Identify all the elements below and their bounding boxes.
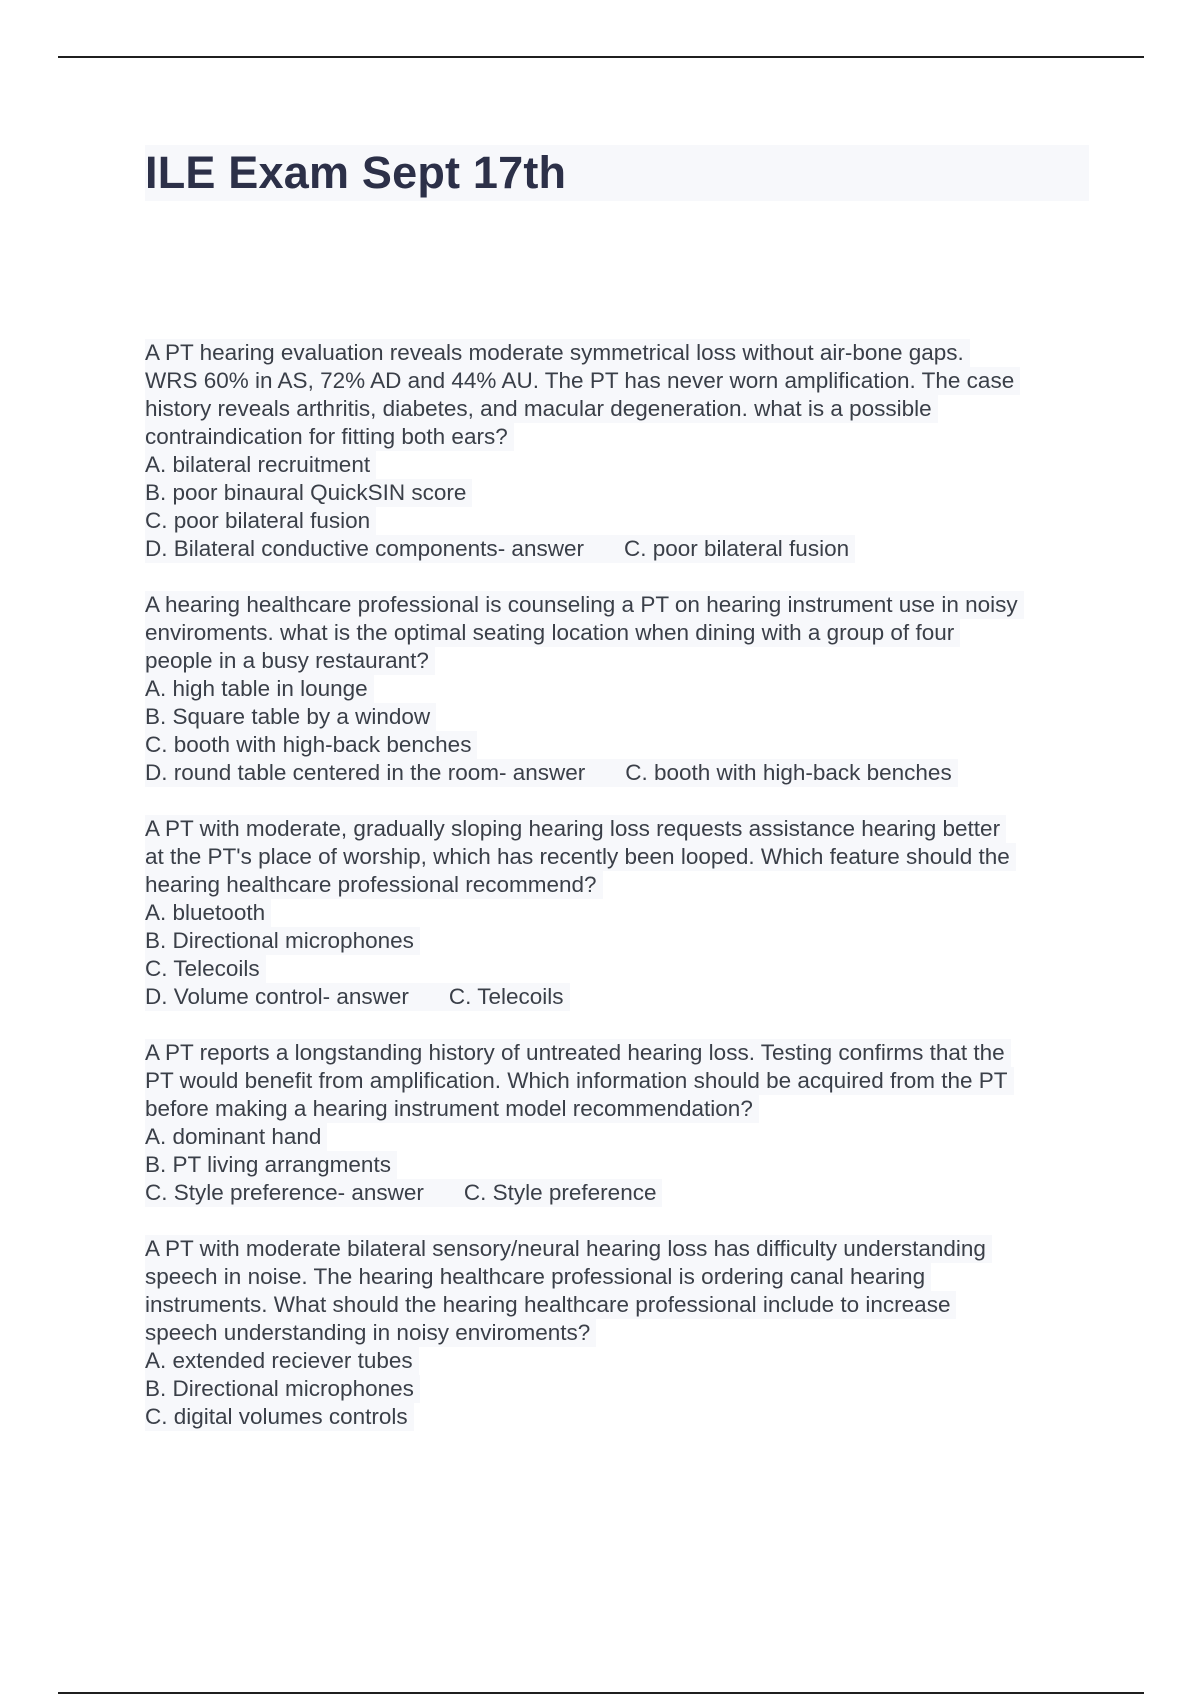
answer-option: C. poor bilateral fusion [145, 507, 376, 535]
answer-option: B. Directional microphones [145, 1375, 420, 1403]
last-option: D. Volume control [145, 984, 323, 1009]
answer-label: - answer [322, 984, 409, 1009]
last-option: D. round table centered in the room [145, 760, 499, 785]
answer-line [145, 1179, 662, 1207]
last-option: D. Bilateral conductive components [145, 536, 498, 561]
answer-option: A. high table in lounge [145, 675, 374, 703]
question-text-line: A PT with moderate bilateral sensory/neural hearing loss has difficulty understanding [145, 1235, 992, 1263]
answer-label: - answer [498, 760, 586, 785]
answer-option: A. bluetooth [145, 899, 271, 927]
answer-label: - answer [497, 536, 584, 561]
answer-option: C. digital volumes controls [145, 1403, 414, 1431]
top-rule [58, 56, 1144, 58]
correct-answer: C. Style preference [463, 1180, 657, 1205]
answer-option: C. Telecoils [145, 955, 266, 983]
question-text-line: speech understanding in noisy enviroments? [145, 1319, 596, 1347]
question-text-line: A PT with moderate, gradually sloping hearing loss requests assistance hearing better [145, 815, 1006, 843]
correct-answer: C. poor bilateral fusion [623, 536, 850, 561]
question-text-line: contraindication for fitting both ears? [145, 423, 514, 451]
question-text-line: history reveals arthritis, diabetes, and macular degeneration. what is a possible [145, 395, 938, 423]
question-text-line: speech in noise. The hearing healthcare professional is ordering canal hearing [145, 1263, 931, 1291]
question-block [145, 815, 1095, 1011]
answer-line [145, 983, 570, 1011]
question-text-line: at the PT's place of worship, which has recently been looped. Which feature should the [145, 843, 1016, 871]
answer-line [145, 535, 855, 563]
question-text-line: hearing healthcare professional recommend? [145, 871, 603, 899]
question-block [145, 1235, 1095, 1431]
question-block [145, 1039, 1095, 1207]
answer-option: B. Directional microphones [145, 927, 420, 955]
answer-option: B. PT living arrangments [145, 1151, 397, 1179]
last-option: C. Style preference [145, 1180, 338, 1205]
answer-option: A. dominant hand [145, 1123, 327, 1151]
question-text-line: A hearing healthcare professional is counseling a PT on hearing instrument use in noisy [145, 591, 1024, 619]
answer-option: B. Square table by a window [145, 703, 436, 731]
question-text-line: PT would benefit from amplification. Which information should be acquired from the PT [145, 1067, 1014, 1095]
question-text-line: enviroments. what is the optimal seating location when dining with a group of four [145, 619, 960, 647]
question-text-line: people in a busy restaurant? [145, 647, 435, 675]
answer-option: B. poor binaural QuickSIN score [145, 479, 472, 507]
answer-label: - answer [337, 1180, 424, 1205]
correct-answer: C. Telecoils [448, 984, 564, 1009]
question-text-line: before making a hearing instrument model recommendation? [145, 1095, 759, 1123]
question-block [145, 591, 1095, 787]
answer-line [145, 759, 958, 787]
answer-option: A. bilateral recruitment [145, 451, 376, 479]
question-text-line: A PT reports a longstanding history of untreated hearing loss. Testing confirms that the [145, 1039, 1011, 1067]
question-text-line: instruments. What should the hearing healthcare professional include to increase [145, 1291, 956, 1319]
answer-option: C. booth with high-back benches [145, 731, 477, 759]
question-block [145, 339, 1095, 563]
question-text-line: A PT hearing evaluation reveals moderate symmetrical loss without air-bone gaps. [145, 339, 970, 367]
question-text-line: WRS 60% in AS, 72% AD and 44% AU. The PT has never worn amplification. The case [145, 367, 1020, 395]
answer-option: A. extended reciever tubes [145, 1347, 419, 1375]
document-body [145, 339, 1095, 1459]
bottom-rule [58, 1692, 1144, 1694]
page-title: ILE Exam Sept 17th [145, 147, 567, 198]
correct-answer: C. booth with high-back benches [625, 760, 952, 785]
